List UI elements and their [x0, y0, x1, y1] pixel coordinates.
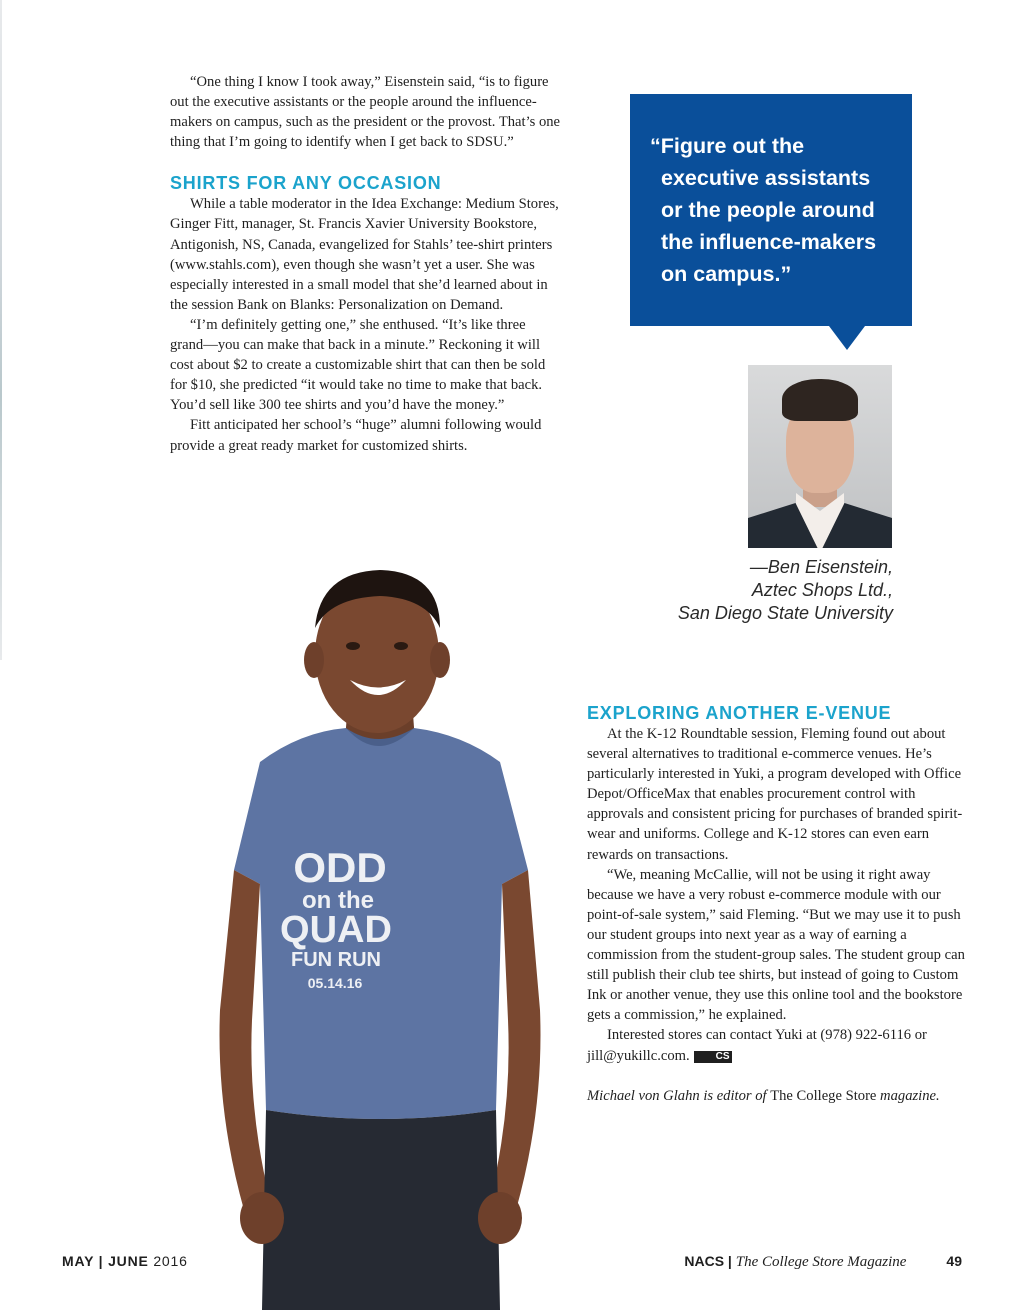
quote-attribution: [630, 556, 893, 625]
end-mark-icon: CS: [694, 1051, 732, 1063]
attribution-company: Aztec Shops Ltd.,: [751, 580, 893, 600]
page-number: 49: [946, 1253, 962, 1269]
issue-months: MAY | JUNE: [62, 1253, 149, 1269]
left-article-column: [170, 72, 562, 456]
shirt-print-date: 05.14.16: [307, 975, 363, 991]
editor-note-text: Michael von Glahn is editor of: [587, 1087, 771, 1104]
paragraph: “I’m definitely getting one,” she enthused. “It’s like three grand—you can make that back in a minute.” Reckoning it will cost about $2 to create a customizable shirt that can then be sold for $10, she predicted “it would take no time to make that back. You’d sell like 300 tee shirts and you’d have the money.”: [170, 316, 546, 414]
magazine-title: The College Store: [770, 1087, 877, 1104]
pull-quote-box: [630, 94, 912, 326]
footer-publication: [684, 1253, 962, 1271]
shirt-print-odd: ODD: [293, 844, 387, 891]
paragraph: “We, meaning McCallie, will not be using it right away because we have a very robust e-commerce module with our point-of-sale system,” said Fleming. “But we may use it to push our student groups into next year as a way of earning a commission from the student-group sales. The student group can still publish their club tee shirts, but instead of going to Custom Ink or another venue, they use this online tool and the bookstore gets a commission,” he explained.: [587, 866, 965, 1024]
page-edge-strip: [0, 0, 2, 660]
headshot-photo: [748, 365, 892, 548]
attribution-name: —Ben Eisenstein,: [749, 557, 893, 577]
footer-issue: [62, 1253, 188, 1269]
paragraph: [587, 1025, 965, 1065]
attribution-school: San Diego State University: [677, 603, 893, 623]
shirt-print-quad: QUAD: [280, 909, 392, 951]
section-heading: EXPLORING ANOTHER E-VENUE: [587, 703, 892, 723]
footer-org: NACS |: [684, 1253, 736, 1269]
contact-text: Interested stores can contact Yuki at (978) 922-6116 or jill@yukillc.com.: [587, 1027, 927, 1064]
footer-magazine: The College Store Magazine: [735, 1254, 907, 1270]
editor-note: [587, 1086, 965, 1106]
paragraph: Fitt anticipated her school’s “huge” alumni following would provide a great ready market for customized shirts.: [170, 417, 542, 454]
paragraph: At the K-12 Roundtable session, Fleming found out about several alternatives to traditional e-commerce venues. He’s particularly interested in Yuki, a program developed with Office Depot/OfficeMax that enables procurement control with approvals and consistent pricing for purchases of branded spirit-wear and uniforms. College and K-12 stores can even earn rewards on transactions.: [587, 726, 963, 863]
editor-note-end: magazine.: [876, 1087, 940, 1104]
shirt-print-on-the: on the: [302, 887, 374, 914]
paragraph: “One thing I know I took away,” Eisenstein said, “is to figure out the executive assistants or the people around the influence-makers on campus, such as the president or the provost. That’s one thing that I’m going to identify when I get back to SDSU.”: [170, 74, 561, 151]
pull-quote-text: “Figure out the executive assistants or the people around the influence-makers on campus.”: [650, 134, 877, 286]
pull-quote-pointer: [829, 326, 865, 350]
right-article-column: [587, 702, 965, 1106]
shirt-print-fun-run: FUN RUN: [291, 949, 381, 971]
paragraph: While a table moderator in the Idea Exchange: Medium Stores, Ginger Fitt, manager, St. Francis Xavier University Bookstore, Antigonish, NS, Canada, evangelized for Stahls’ tee-shirt printers (www.stahls.com), even though she wasn’t yet a user. She was especially interested in a small model that she’d learned about in the session Bank on Blanks: Personalization on Demand.: [170, 196, 559, 313]
section-heading: SHIRTS FOR ANY OCCASION: [170, 173, 442, 194]
student-photo: [190, 550, 570, 1310]
issue-year: 2016: [148, 1253, 188, 1269]
